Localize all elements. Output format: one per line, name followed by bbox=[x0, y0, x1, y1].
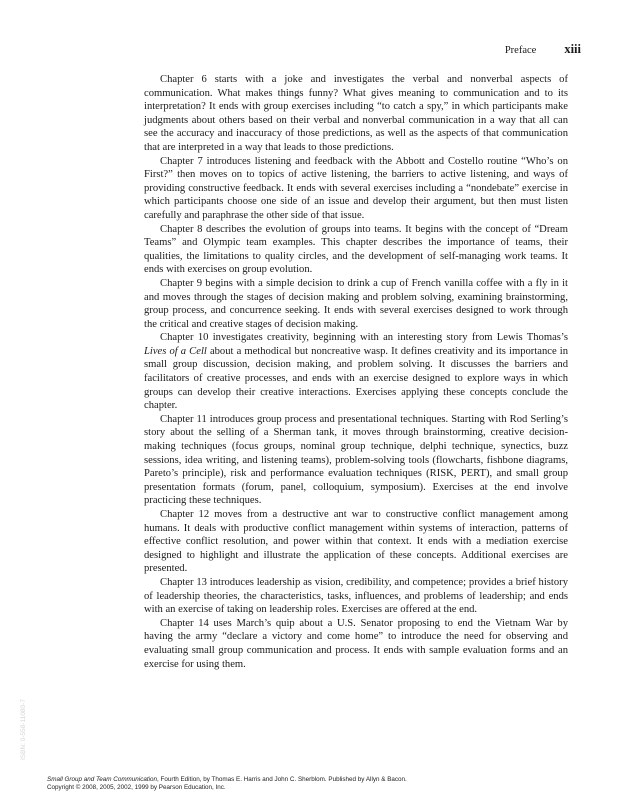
paragraph-chapter-9: Chapter 9 begins with a simple decision to drink a cup of French vanilla coffee with a fly in it and moves through the stages of decision making and problem solving, examining brainstorming, group process, and concurrence seeking. It ends with several exercises designed to work through the critical and creative stages of decision making. bbox=[144, 277, 568, 330]
paragraph-chapter-7: Chapter 7 introduces listening and feedback with the Abbott and Costello routine “Who’s on First?” then moves on to topics of active listening, the barriers to active listening, and ways of providing constructive feedback. It ends with several exercises including a “nondebate” exercise in which participants choose one side of an issue and develop their argument, but then must listen carefully and paraphrase the other side of that issue. bbox=[144, 155, 568, 221]
paragraph-chapter-8: Chapter 8 describes the evolution of groups into teams. It begins with the concept of “Dream Teams” and Olympic team examples. This chapter describes the importance of teams, their qualities, the limitations to quality circles, and the development of self-managing work teams. It ends with exercises on group evolution. bbox=[144, 223, 568, 276]
paragraph-chapter-14: Chapter 14 uses March’s quip about a U.S. Senator proposing to end the Vietnam War by having the army “declare a victory and come home” to introduce the need for observing and evaluating small group communication and process. It ends with sample evaluation forms and an exercise for using them. bbox=[144, 617, 568, 670]
side-isbn: ISBN: 0-558-11080-7 bbox=[20, 699, 27, 760]
paragraph-chapter-13: Chapter 13 introduces leadership as vision, credibility, and competence; provides a brief history of leadership theories, the characteristics, tasks, influences, and problems of leadership; and ends with an exercise of taking on leadership roles. Exercises are offered at the end. bbox=[144, 576, 568, 616]
paragraph-chapter-12: Chapter 12 moves from a destructive ant war to constructive conflict management among humans. It deals with productive conflict management within systems of interaction, patterns of effective conflict resolution, and power within that context. It ends with a mediation exercise designed to highlight and illustrate the application of these concepts. Additional exercises are presented. bbox=[144, 509, 568, 575]
paragraph-text: Chapter 10 investigates creativity, beginning with an interesting story from Lewis Thomas’s bbox=[160, 332, 568, 344]
footer-publication-info: , Fourth Edition, by Thomas E. Harris and John C. Sherblom. Published by Allyn & Bacon. bbox=[157, 776, 407, 783]
paragraph-chapter-11: Chapter 11 introduces group process and presentational techniques. Starting with Rod Serling’s story about the selling of a Sherman tank, it moves through brainstorming, creative decision-making techniques (focus groups, nominal group technique, delphi technique, synectics, buzz sessions, idea writing, and listening teams), problem-solving tools (flowcharts, fishbone diagrams, Pareto’s principle), risk and performance evaluation techniques (RISK, PERT), and small group presentation formats (forum, panel, colloquium, symposium). Exercises at the end involve practicing these techniques. bbox=[144, 413, 568, 507]
book-title-italic: Lives of a Cell bbox=[144, 345, 207, 357]
footer-copyright: Copyright © 2008, 2005, 2002, 1999 by Pearson Education, Inc. bbox=[47, 784, 226, 791]
footer-line-1 bbox=[47, 776, 587, 784]
body-text bbox=[144, 73, 568, 671]
paragraph-text: about a methodical but noncreative wasp. It defines creativity and its importance in small group discussion, decision making, and problem solving. It discusses the barriers and facilitators of creative processes, and ends with an exercise designed to explore ways in which groups can develop their creative interactions. Exercises applying these concepts conclude the chapter. bbox=[144, 345, 568, 412]
running-head-label: Preface bbox=[504, 45, 537, 56]
footer-book-title: Small Group and Team Communication bbox=[47, 776, 158, 783]
paragraph-chapter-6: Chapter 6 starts with a joke and investigates the verbal and nonverbal aspects of communication. What makes things funny? What gives meaning to communication and to its interpretation? It ends with group exercises including “to catch a spy,” in which participants make judgments about others based on their verbal and nonverbal communication in a way that all can see the accuracy and inaccuracy of those predictions, as well as the aspects of that communication that are interpreted in a way that leads to those predictions. bbox=[144, 74, 568, 153]
paragraph-chapter-10 bbox=[144, 331, 568, 413]
page-number: xiii bbox=[564, 42, 581, 56]
footer bbox=[47, 776, 587, 792]
running-head bbox=[505, 42, 581, 57]
